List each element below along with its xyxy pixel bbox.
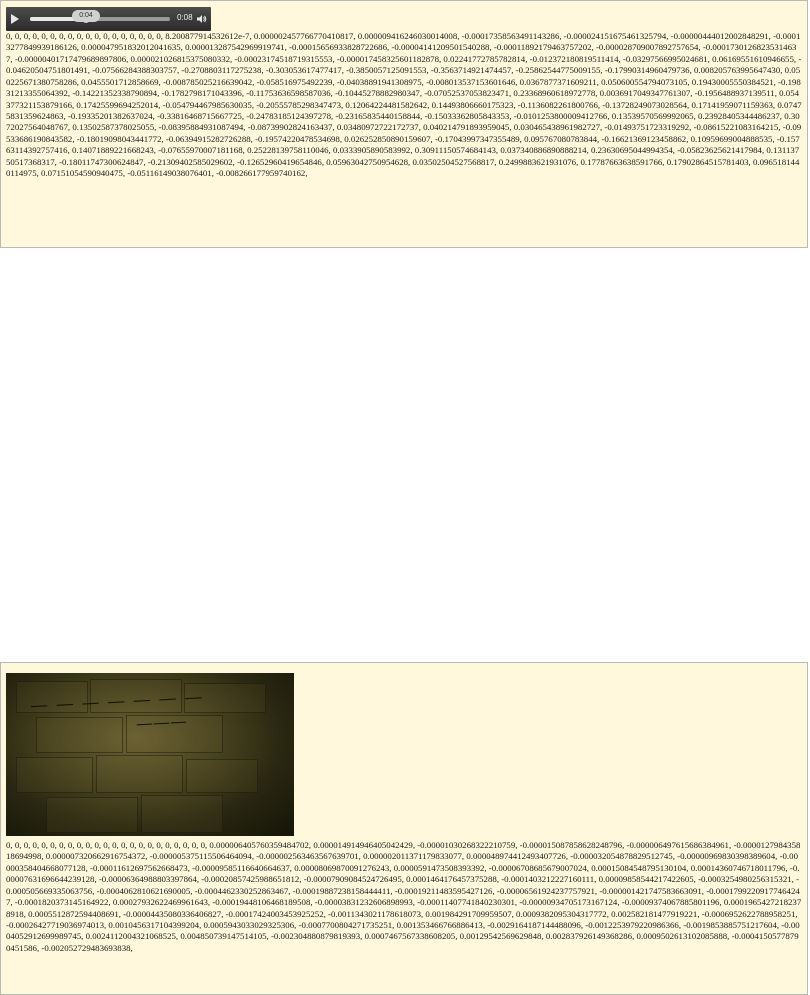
volume-icon[interactable] <box>197 14 207 24</box>
playback-time: 0:08 <box>177 13 193 22</box>
video-audio-sample-values: 0, 0, 0, 0, 0, 0, 0, 0, 0, 0, 0, 0, 0, 0, 0, 0, 0, 0, 0, 0, 0, 0, 0, 0.000006405760359484702, 0.00001491494640504242​9, -0.0000103026832221075​9, -0.000015087858628248796, -0.00000649761568638496​1, -0.00001279843581869499​8, 0.000007320662916754372, -0.00000537511550646409​4, -0.000002563463567639701, 0.000002011371179833077, 0.000048974412493407726, -0.000032054878829512745, -0.00000969830398389604, -0.000003584046680771​28, -0.0001161269756266847​3, -0.00009585116640664637, 0.000080698700912762​43, 0.000059147350839339​2, -0.0000670868567900702​4, 0.0001508454879513010​4, 0.00014360746718011796, -0.00007631696644239128, -0.000063649888033978​64, -0.00020857425988651812, -0.000079090845247264​95, 0.0001464176457375288, -0.00014032122271601​11, 0.00009858544217422605, -0.0003254980256315321, -0.0005056693350637​56, -0.00040628106216900​05, -0.00044623302528634​67, -0.0001988723815844441​1, -0.00019211483595427126, -0.000065619242377579​21, -0.000001421747583663091, -0.00017992209177464247, -0.0001820373145164922, 0.000279326224699616​43, -0.00019448106468189508, -0.000038312326068989​93, -0.00011407741840230301, -0.0000093470517316712​4, -0.00009374067885801196, 0.0001965427218237891​8, 0.0005512872594408691, -0.000044350803364068​27, -0.00017424003453925252, -0.001134302117861807​3, 0.001984291709959507, 0.000938209530431777​2, 0.002582181477919221, -0.000695262278895825​1, -0.00026427719036974013, 0.0010456317104399204, 0.000594303302932530​6, -0.00077008042717352​51, 0.001353466766886413, -0.002916418714448809​6, -0.001225397922098636​6, -0.001985388575121760​4, -0.00040529126999897​45, 0.0024112004321068525, 0.004850739147514105, -0.002304880879819393, 0.0007467567338608205, 0.0012954256962984​8, 0.002837926149368286, 0.000950261310208588​8, -0.00041505778790451586, -0.0020527294836938​38, <box>6 840 802 953</box>
audio-player[interactable] <box>6 7 211 31</box>
thumbnail-subtitle-graphic: ——— <box>135 711 188 735</box>
audio-result-panel <box>0 0 808 248</box>
video-thumbnail[interactable] <box>6 673 294 836</box>
seek-bar[interactable] <box>30 12 170 21</box>
play-icon[interactable] <box>11 14 19 24</box>
video-result-panel <box>0 662 808 995</box>
thumbnail-title-graphic: — — — — — — — <box>29 686 204 717</box>
audio-sample-values: 0, 0, 0, 0, 0, 0, 0, 0, 0, 0, 0, 0, 0, 0, 0, 0, 0, 0, 8.200877914532612e-7, 0.000002457766770410817, 0.000009416246030014008, -0.00017358563491143286, -0.000024151675461325794, -0.00000444012002848291, -0.00013277849939186126, 0.000047951832012041635, 0.000013287542969919741, -0.00015656933828722686, -0.00004141209501540288, -0.00011892179463757202, -0.000028709007892757654, -0.00017301268235314637, -0.00000401717479689897806, 0.000021026815375080332, -0.00023174518719315553, -0.000017458325601182878, 0.02241772785782814, -0.012372180819511414, -0.03297566995024681, 0.06169551610946655, -0.04620504751801491, -0.07566284388303757, -0.2708803117275238, -0.303053617477417, -0.3850057125091553, -0.3563714921474457, -0.25862544775009155, -0.17990314960479736, 0.008205763995647430, 0.050225671380758286, 0.0455501712858669, -0.00878502521663904​2, -0.058516975492239, -0.04038891941308975, -0.008013537153601646, 0.0367877371609211, 0.050600554794073105, 0.19430005550384521, -0.19831213355064392, -0.14221352338790894, -0.1782798171043396, -0.11753636598587036, -0.10445278882980347, -0.07052537053823471, 0.23368960618972778, 0.003691704934776130​7, -0.1956488937139511, 0.05437732115387916​6, 0.17425599694252014, -0.054794467985630035, -0.20555785298347473, 0.12064224481582642, 0.14493806660175323, -0.1136082261800766, -0.13728249073028564, 0.17141959071159363, 0.07475831359624863, -0.19335201382637024, -0.33816468715667725, -0.24783185124397278, -0.23165835440158844, -0.15033362805843353, -0.010125380000941276​6, 0.13539570569992065, 0.23928405344486237, 0.3072027564048767, 0.13502587378025055, -0.08395884931087494, -0.08739902824163437, 0.03480972722172737, 0.040214791893959045, 0.030465438961982727, -0.01493751723319292, -0.08615221083164215, -0.09533686190843582, -0.1801909804344177​2, -0.06394915282726288, -0.19574220478534698, 0.026252850890159607, -0.17043997347355489, 0.095767080783844, -0.16621369123458862, 0.10959699004888535, -0.15763114392757416, 0.14071889221668243, -0.07655970007181168, 0.25228139758110046, 0.0333905890583992, 0.30911150574684143, 0.037340886890888214, 0.23630695044994354, -0.05823625621417984, 0.13113750517368317, -0.18011747300624847, -0.21309402585029602, -0.12652960419654846, 0.05963042750954628, 0.03502504527568817, 0.2499883621931076, 0.17787663638591766, 0.17902864515781403, 0.0965181440114975, 0.07151054590940475, -0.0511614903807640​1, -0.008266177959740162, <box>6 31 802 179</box>
seek-time-tooltip: 0:04 <box>72 10 100 22</box>
